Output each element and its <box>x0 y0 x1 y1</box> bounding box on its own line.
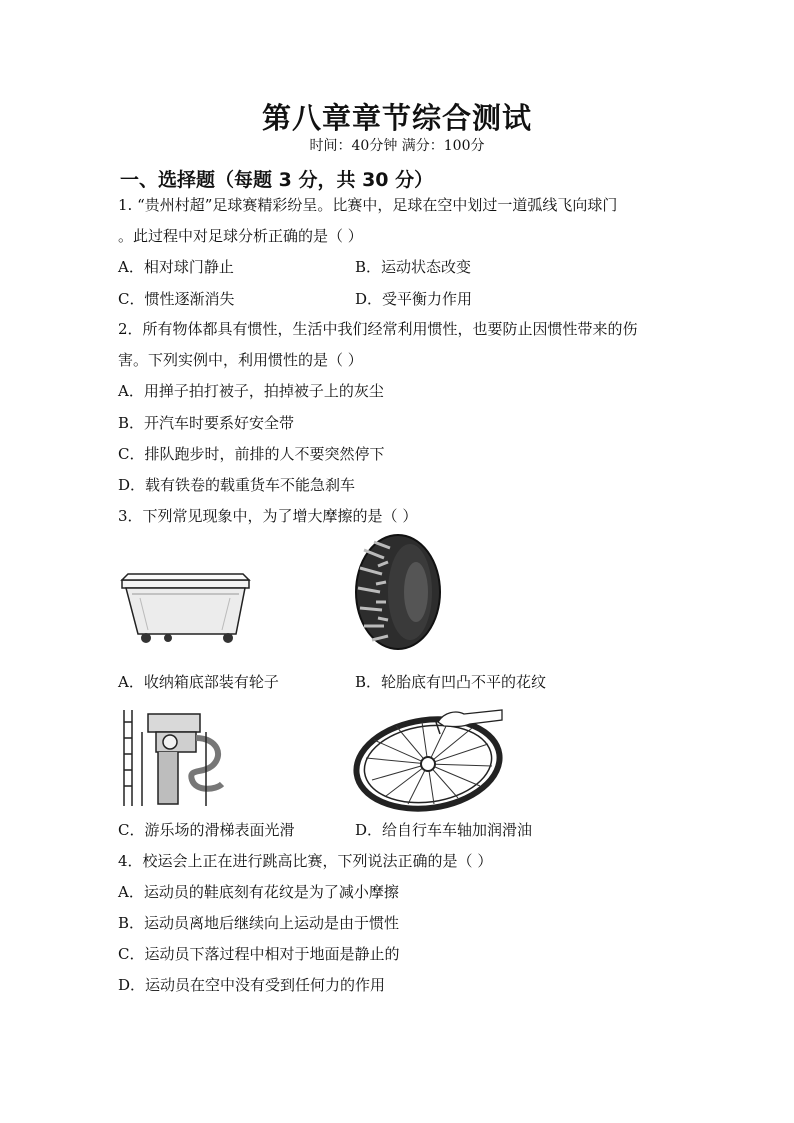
q3-option-c: C．游乐场的滑梯表面光滑 <box>118 821 295 839</box>
q1-option-b: B．运动状态改变 <box>355 258 472 276</box>
q2-stem-line1: 2．所有物体都具有惯性，生活中我们经常利用惯性，也要防止因惯性带来的伤 <box>118 320 638 338</box>
q1-option-d: D．受平衡力作用 <box>355 290 473 308</box>
q4-option-d: D．运动员在空中没有受到任何力的作用 <box>118 976 386 994</box>
section-heading: 一、选择题（每题 3 分，共 30 分） <box>120 169 434 191</box>
q4-stem: 4．校运会上正在进行跳高比赛，下列说法正确的是（ ） <box>118 852 493 870</box>
q4-option-c: C．运动员下落过程中相对于地面是静止的 <box>118 945 400 963</box>
exam-info: 时间：40分钟 满分：100分 <box>309 138 485 154</box>
q4-option-a: A．运动员的鞋底刻有花纹是为了减小摩擦 <box>118 883 399 901</box>
q3-option-a: A．收纳箱底部装有轮子 <box>118 673 279 691</box>
q3-option-d: D．给自行车车轴加润滑油 <box>355 821 533 839</box>
q2-option-b: B．开汽车时要系好安全带 <box>118 414 295 432</box>
q1-stem-line1: 1. “贵州村超”足球赛精彩纷呈。比赛中，足球在空中划过一道弧线飞向球门 <box>118 196 618 214</box>
q1-stem-line2: 。此过程中对足球分析正确的是（ ） <box>118 227 363 245</box>
q2-option-d: D．载有铁卷的载重货车不能急刹车 <box>118 476 356 494</box>
bicycle-wheel-oiling-image <box>352 704 508 816</box>
tire-image <box>352 532 444 652</box>
page-title: 第八章章节综合测试 <box>261 101 532 135</box>
q2-option-c: C．排队跑步时，前排的人不要突然停下 <box>118 445 385 463</box>
q3-stem: 3．下列常见现象中，为了增大摩擦的是（ ） <box>118 507 418 525</box>
q1-option-c: C．惯性逐渐消失 <box>118 290 235 308</box>
q2-option-a: A．用掸子拍打被子，拍掉被子上的灰尘 <box>118 382 384 400</box>
slide-image <box>118 708 236 808</box>
q3-option-b: B．轮胎底有凹凸不平的花纹 <box>355 673 547 691</box>
q4-option-b: B．运动员离地后继续向上运动是由于惯性 <box>118 914 400 932</box>
storage-box-image <box>118 568 253 646</box>
q2-stem-line2: 害。下列实例中，利用惯性的是（ ） <box>118 351 363 369</box>
q1-option-a: A．相对球门静止 <box>118 258 234 276</box>
